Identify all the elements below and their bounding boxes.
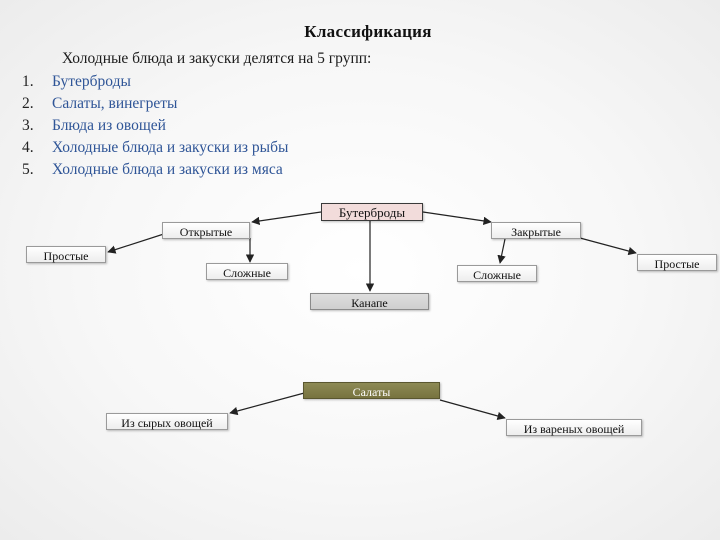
list-text: Бутерброды — [52, 73, 131, 90]
list-number: 3. — [22, 117, 34, 134]
list-text: Холодные блюда и закуски из рыбы — [52, 139, 289, 156]
arrow-boiled-veg — [440, 400, 505, 418]
arrow-to-closed — [423, 212, 491, 222]
list-number: 5. — [22, 161, 34, 178]
list-text: Холодные блюда и закуски из мяса — [52, 161, 283, 178]
list-number: 2. — [22, 95, 34, 112]
node-open: Открытые — [162, 222, 250, 239]
arrow-to-open — [252, 212, 321, 222]
arrow-raw-veg — [230, 392, 308, 413]
list-number: 4. — [22, 139, 34, 156]
node-open-complex: Сложные — [206, 263, 288, 280]
node-sandwiches: Бутерброды — [321, 203, 423, 221]
node-boiled-veg: Из вареных овощей — [506, 419, 642, 436]
node-closed: Закрытые — [491, 222, 581, 239]
intro-text: Холодные блюда и закуски делятся на 5 групп: — [62, 50, 372, 67]
node-salads: Салаты — [303, 382, 440, 399]
arrow-open-simple — [108, 232, 170, 252]
node-closed-simple: Простые — [637, 254, 717, 271]
node-canape: Канапе — [310, 293, 429, 310]
list-text: Салаты, винегреты — [52, 95, 178, 112]
list-number: 1. — [22, 73, 34, 90]
node-raw-veg: Из сырых овощей — [106, 413, 228, 430]
node-closed-complex: Сложные — [457, 265, 537, 282]
list-text: Блюда из овощей — [52, 117, 166, 134]
slide-title: Классификация — [304, 22, 432, 41]
arrow-closed-simple — [580, 238, 636, 253]
node-open-simple: Простые — [26, 246, 106, 263]
arrow-closed-complex — [500, 239, 505, 263]
